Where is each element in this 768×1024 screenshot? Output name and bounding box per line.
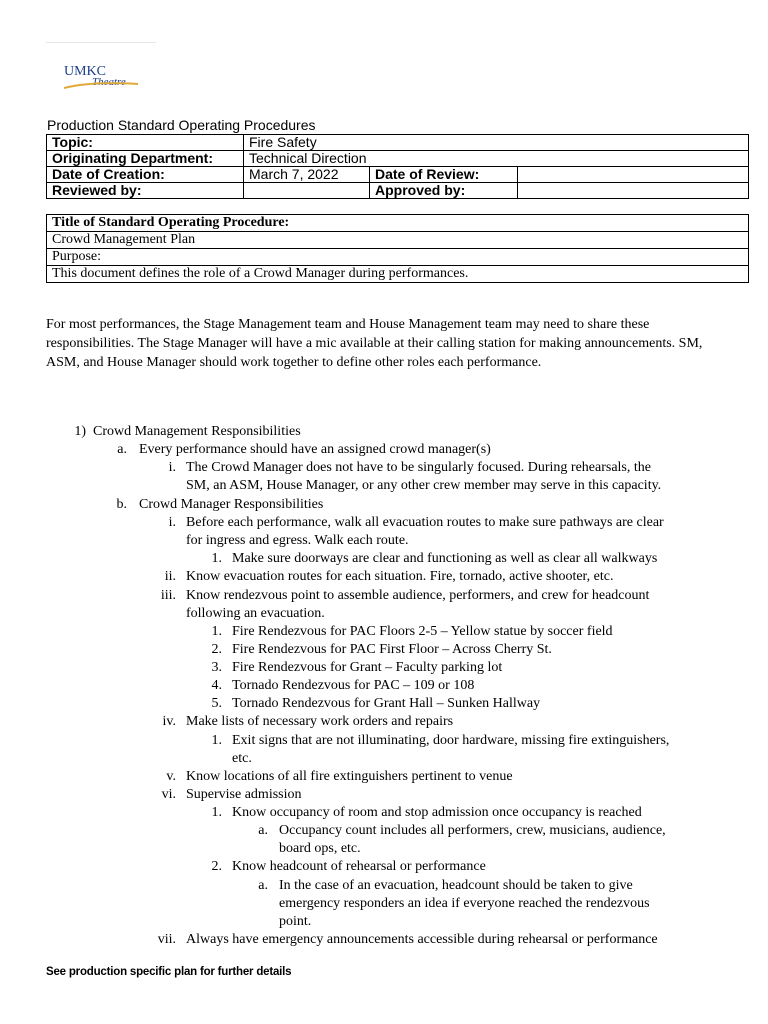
- list-marker: 1.: [211, 551, 222, 566]
- list-item: Know occupancy of room and stop admission once occupancy is reached: [232, 805, 642, 820]
- list-marker: a.: [258, 878, 268, 893]
- list-marker: 2.: [211, 642, 222, 657]
- list-item: Know headcount of rehearsal or performance: [232, 859, 486, 874]
- list-item: Always have emergency announcements accessible during rehearsal or performance: [186, 932, 658, 947]
- sop-title-value: Crowd Management Plan: [47, 232, 749, 249]
- list-item-continued: SM, an ASM, House Manager, or any other crew member may serve in this capacity.: [186, 478, 662, 493]
- list-item-continued: point.: [279, 914, 312, 929]
- sop-title-label: Title of Standard Operating Procedure:: [47, 215, 749, 232]
- list-item: Fire Rendezvous for PAC Floors 2-5 – Yellow statue by soccer field: [232, 624, 613, 639]
- list-marker: 5.: [211, 696, 222, 711]
- list-item: Make lists of necessary work orders and repairs: [186, 714, 454, 729]
- topic-label: Topic:: [47, 135, 244, 151]
- list-marker: v.: [166, 769, 176, 784]
- list-item: Fire Rendezvous for PAC First Floor – Across Cherry St.: [232, 642, 552, 657]
- list-item: Occupancy count includes all performers, crew, musicians, audience,: [279, 823, 666, 838]
- list-marker: 1.: [211, 733, 222, 748]
- table-row: [47, 167, 749, 183]
- approved-by-label: Approved by:: [370, 183, 518, 199]
- list-item-continued: following an evacuation.: [186, 606, 325, 621]
- list-marker: ii.: [164, 569, 176, 584]
- list-marker: 1.: [211, 805, 222, 820]
- table-row: [47, 183, 749, 199]
- list-marker: b.: [116, 497, 127, 512]
- purpose-value: This document defines the role of a Crowd Manager during performances.: [47, 266, 749, 283]
- metadata-table: [46, 134, 749, 199]
- purpose-label: Purpose:: [47, 249, 749, 266]
- list-marker: a.: [258, 823, 268, 838]
- list-item: Every performance should have an assigned crowd manager(s): [139, 442, 491, 457]
- section-heading: Crowd Management Responsibilities: [93, 424, 301, 439]
- svg-text:UMKC: UMKC: [64, 64, 107, 79]
- list-item: Supervise admission: [186, 787, 302, 802]
- department-value: Technical Direction: [244, 151, 749, 167]
- list-item: Know evacuation routes for each situation. Fire, tornado, active shooter, etc.: [186, 569, 614, 584]
- document-header: Production Standard Operating Procedures: [47, 117, 316, 133]
- umkc-theatre-logo: [62, 60, 142, 92]
- creation-date-value: March 7, 2022: [244, 167, 370, 183]
- list-item: Crowd Manager Responsibilities: [139, 497, 324, 512]
- list-marker: 4.: [211, 678, 222, 693]
- footer-note: See production specific plan for further details: [46, 966, 292, 978]
- list-marker: vii.: [157, 932, 176, 947]
- reviewed-by-value: [244, 183, 370, 199]
- list-item: Tornado Rendezvous for Grant Hall – Sunken Hallway: [232, 696, 541, 711]
- department-label: Originating Department:: [47, 151, 244, 167]
- list-item: Know rendezvous point to assemble audience, performers, and crew for headcount: [186, 588, 650, 603]
- list-item: Tornado Rendezvous for PAC – 109 or 108: [232, 678, 475, 693]
- table-row: [47, 135, 749, 151]
- reviewed-by-label: Reviewed by:: [47, 183, 244, 199]
- list-item: Before each performance, walk all evacuation routes to make sure pathways are clear: [186, 515, 664, 530]
- approved-by-value: [518, 183, 749, 199]
- list-marker: 1): [74, 424, 86, 439]
- list-marker: vi.: [161, 787, 176, 802]
- header-rule: [46, 42, 156, 43]
- list-item: Know locations of all fire extinguishers pertinent to venue: [186, 769, 513, 784]
- list-marker: iv.: [162, 714, 176, 729]
- table-row: [47, 266, 749, 283]
- list-item: Make sure doorways are clear and functioning as well as clear all walkways: [232, 551, 658, 566]
- creation-date-label: Date of Creation:: [47, 167, 244, 183]
- list-marker: i.: [168, 460, 176, 475]
- sop-title-table: [46, 214, 749, 283]
- list-item: Fire Rendezvous for Grant – Faculty parking lot: [232, 660, 503, 675]
- list-item: Exit signs that are not illuminating, door hardware, missing fire extinguishers,: [232, 733, 670, 748]
- list-marker: iii.: [160, 588, 176, 603]
- table-row: [47, 249, 749, 266]
- list-marker: 3.: [211, 660, 222, 675]
- table-row: [47, 215, 749, 232]
- list-marker: i.: [168, 515, 176, 530]
- list-item-continued: board ops, etc.: [279, 841, 361, 856]
- list-item: The Crowd Manager does not have to be singularly focused. During rehearsals, the: [186, 460, 651, 475]
- table-row: [47, 232, 749, 249]
- list-item-continued: for ingress and egress. Walk each route.: [186, 533, 409, 548]
- review-date-label: Date of Review:: [370, 167, 518, 183]
- review-date-value: [518, 167, 749, 183]
- list-item-continued: emergency responders an idea if everyone reached the rendezvous: [279, 896, 650, 911]
- table-row: [47, 151, 749, 167]
- intro-paragraph: For most performances, the Stage Management team and House Management team may need to share these responsibilities. The Stage Manager will have a mic available at their calling station for making announcements. SM, ASM, and House Manager should work together to define other roles each performance.: [46, 317, 703, 370]
- list-item-continued: etc.: [232, 751, 252, 766]
- list-marker: 1.: [211, 624, 222, 639]
- topic-value: Fire Safety: [244, 135, 749, 151]
- svg-text:Theatre: Theatre: [92, 76, 126, 88]
- list-marker: a.: [117, 442, 127, 457]
- list-item: In the case of an evacuation, headcount should be taken to give: [279, 878, 633, 893]
- list-marker: 2.: [211, 859, 222, 874]
